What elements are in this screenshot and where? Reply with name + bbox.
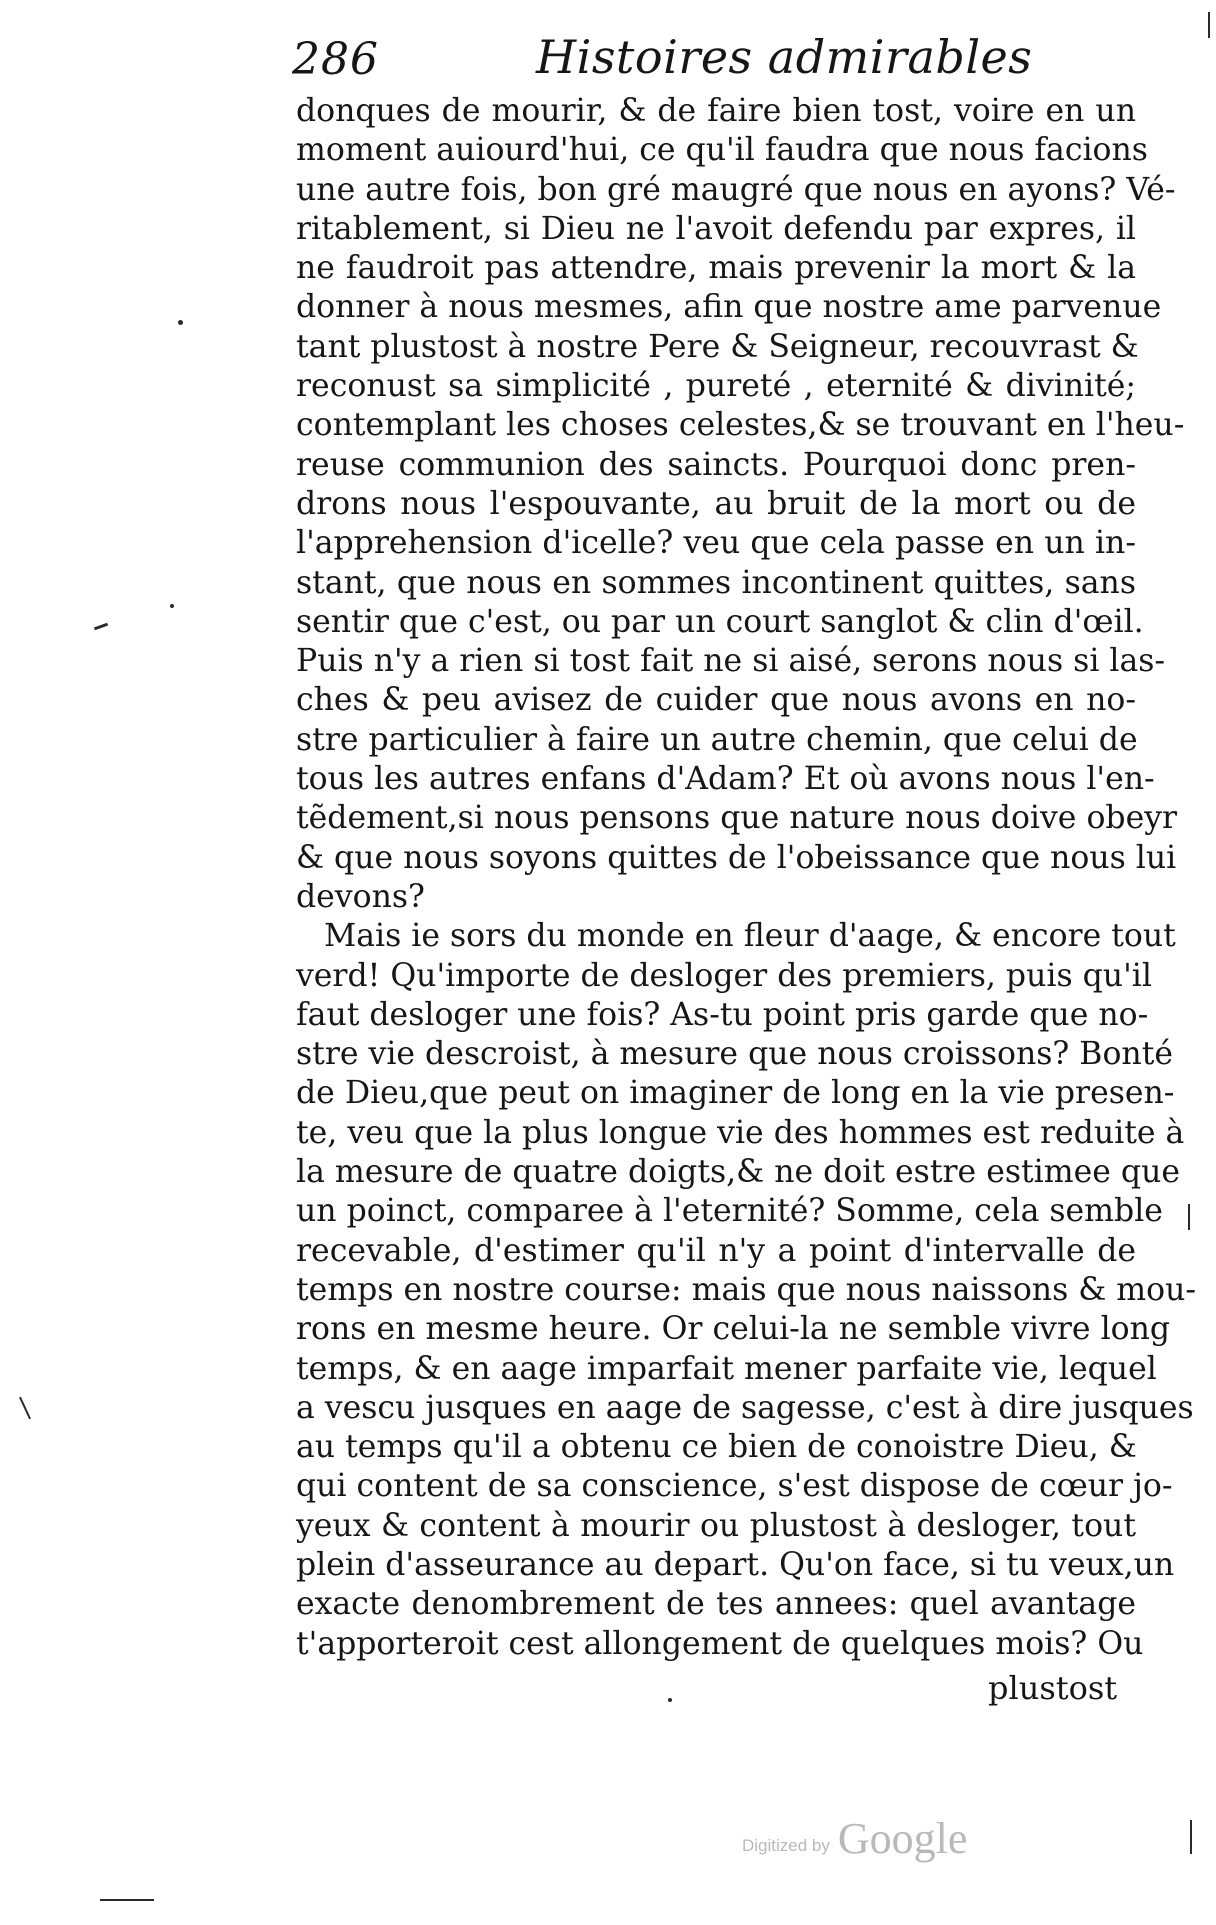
text-line: la mesure de quatre doigts,& ne doit estre estimee que (296, 1154, 1181, 1191)
text-line: ne faudroit pas attendre, mais prevenir la mort & la (296, 250, 1136, 287)
text-line: t'apporteroit cest allongement de quelques mois? Ou (296, 1625, 1144, 1662)
text-line: plein d'asseurance au depart. Qu'on face, si tu veux,un (296, 1546, 1175, 1583)
text-line: un poinct, comparee à l'eternité? Somme, cela semble (296, 1193, 1163, 1230)
text-line: rons en mesme heure. Or celui-la ne semble vivre long (296, 1311, 1171, 1348)
scan-speck (1188, 1204, 1190, 1230)
text-line: a vescu jusques en aage de sagesse, c'est à dire jusques (296, 1389, 1194, 1426)
catchword: plustost (988, 1669, 1118, 1707)
text-line: stre vie descroist, à mesure que nous croissons? Bonté (296, 1036, 1174, 1073)
text-line: Puis n'y a rien si tost fait ne si aisé, serons nous si las- (296, 643, 1166, 680)
text-line: ritablement, si Dieu ne l'avoit defendu par expres, il (296, 210, 1136, 247)
text-line: devons? (296, 878, 425, 915)
text-line: stre particulier à faire un autre chemin, que celui de (296, 721, 1138, 758)
text-line: l'apprehension d'icelle? veu que cela passe en un in- (296, 525, 1136, 562)
text-line: reuse communion des saincts. Pourquoi donc pren- (296, 446, 1136, 483)
running-title: Histoires admirables (536, 30, 1033, 84)
text-line: contemplant les choses celestes,& se trouvant en l'heu- (296, 407, 1185, 444)
text-line: une autre fois, bon gré maugré que nous en ayons? Vé- (296, 171, 1176, 208)
text-line: Mais ie sors du monde en fleur d'aage, & encore tout (324, 918, 1176, 955)
page-header (292, 30, 1033, 94)
google-logo: Google (837, 1814, 968, 1863)
scan-speck (170, 604, 174, 608)
text-line: qui content de sa conscience, s'est dispose de cœur jo- (296, 1468, 1173, 1505)
scan-speck (668, 1698, 672, 1702)
text-line: tous les autres enfans d'Adam? Et où avons nous l'en- (296, 761, 1155, 798)
scan-speck (94, 623, 108, 631)
text-line: au temps qu'il a obtenu ce bien de conoistre Dieu, & (296, 1429, 1137, 1466)
text-line: & que nous soyons quittes de l'obeissance que nous lui (296, 839, 1177, 876)
body-text (296, 92, 1197, 1664)
text-line: temps en nostre course: mais que nous naissons & mou- (296, 1271, 1197, 1308)
text-line: faut desloger une fois? As-tu point pris garde que no- (296, 996, 1149, 1033)
scan-speck (178, 320, 183, 325)
text-line: ches & peu avisez de cuider que nous avons en no- (296, 682, 1136, 719)
text-line: exacte denombrement de tes annees: quel avantage (296, 1586, 1136, 1623)
page-number: 286 (292, 34, 379, 85)
text-line: drons nous l'espouvante, au bruit de la mort ou de (296, 485, 1136, 522)
text-line: te, veu que la plus longue vie des hommes est reduite à (296, 1114, 1185, 1151)
scan-speck (1208, 12, 1210, 38)
text-line: temps, & en aage imparfait mener parfaite vie, lequel (296, 1350, 1157, 1387)
scan-speck (19, 1397, 31, 1420)
text-line: moment auiourd'hui, ce qu'il faudra que nous facions (296, 132, 1148, 169)
text-line: stant, que nous en sommes incontinent quittes, sans (296, 564, 1136, 601)
text-line: yeux & content à mourir ou plustost à desloger, tout (296, 1507, 1136, 1544)
text-line: de Dieu,que peut on imaginer de long en la vie presen- (296, 1075, 1175, 1112)
text-line: donner à nous mesmes, afin que nostre ame parvenue (296, 289, 1162, 326)
text-line: tẽdement,si nous pensons que nature nous doive obeyr (296, 800, 1178, 837)
text-line: verd! Qu'importe de desloger des premiers, puis qu'il (296, 957, 1152, 994)
text-line: donques de mourir, & de faire bien tost, voire en un (296, 93, 1136, 129)
text-line: sentir que c'est, ou par un court sanglot & clin d'œil. (296, 603, 1144, 640)
text-line: recevable, d'estimer qu'il n'y a point d'intervalle de (296, 1232, 1136, 1269)
digitized-by-google-watermark (742, 1812, 967, 1862)
watermark-prefix: Digitized by (742, 1836, 830, 1855)
text-line: tant plustost à nostre Pere & Seigneur, recouvrast & (296, 328, 1139, 365)
text-line: reconust sa simplicité , pureté , eternité & divinité; (296, 368, 1136, 405)
scan-speck (100, 1899, 154, 1901)
scan-speck (1190, 1820, 1192, 1854)
